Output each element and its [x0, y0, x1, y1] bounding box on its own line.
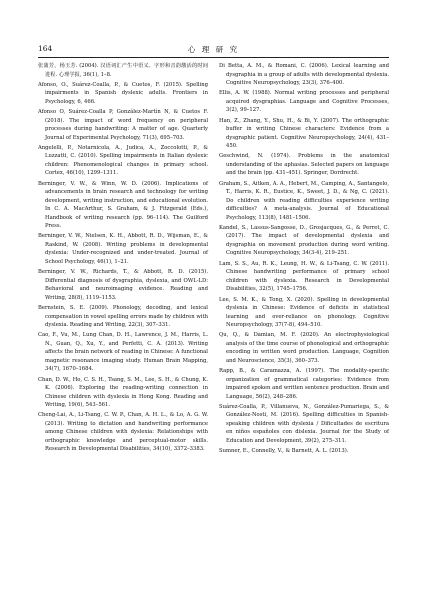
reference-entry: Berninger, V. W., Nielsen, K. H., Abbott, R. D., Wijsman, E., & Raskind, W. (2008). Writing problems in developmental dyslexia: Under-recognized and under-treated. Journal of School Psychology, 46(1), 1–21.: [38, 233, 208, 265]
reference-entry: Lam, S. S., Au, R. K., Leung, H. W., & Li-Tsang, C. W. (2011). Chinese handwriting performance of primary school children with dyslexia. Research in Developmental Disabilities, 32(5), 1745–1756.: [219, 260, 389, 293]
page-number: 164: [38, 44, 53, 53]
journal-title: 心 理 研 究: [187, 45, 240, 54]
reference-entry: Ellis, A. W. (1988). Normal writing processes and peripheral acquired dysgraphias. Language and Cognitive Processes, 3(2), 99–127.: [219, 90, 389, 114]
reference-entry: Bernstein, S. E. (2009). Phonology, decoding, and lexical compensation in vowel spelling errors made by children with dyslexia. Reading and Writing, 22(3), 307–331.: [38, 305, 208, 329]
reference-entry: Di Betta, A. M., & Romani, C. (2006). Lexical learning and dysgraphia in a group of adults with developmental dyslexia. Cognitive Neuropsychology, 23(3), 376–400.: [219, 63, 389, 86]
reference-entry: Chan, D. W., Ho, C. S. H., Tsang, S. M., Lee, S. H., & Chung, K. K. (2006). Exploring the reading-writing connection in Chinese children with dyslexia in Hong Kong. Reading and Writing, 19(6), 543–561.: [38, 376, 208, 409]
reference-entry: Lee, S. M. K., & Tong, X. (2020). Spelling in developmental dyslexia in Chinese: Evidence of deficits in statistical learning and over-reliance on phonology. Cognitive Neuropsychology, 37(7-8), 494–510.: [219, 296, 389, 329]
reference-entry: Suárez-Coalla, P., Villanueva, N., González-Pumariega, S., & González-Nosti, M. (2016). Spelling difficulties in Spanish-speaking children with dyslexia / Dificultades de escritura en niños españoles con dislexia. Journal for the Study of Education and Development, 39(2), 275–311.: [219, 403, 389, 444]
reference-entry: Berninger, V. W., & Winn, W. D. (2006). Implications of advancements in brain research and technology for writing development, writing instruction, and educational evolution. In C. A. MacArthur, S. Graham, & J. Fitzgerald (Eds.), Handbook of writing research (pp. 96–114). The Guilford Press.: [38, 180, 208, 230]
running-header: [38, 44, 389, 56]
reference-column-right: [219, 62, 389, 458]
reference-entry: Afonso, O., Suárez-Coalla, P., & Cuetos, F. (2015). Spelling impairments in Spanish dyslexic adults. Frontiers in Psychology, 6, 466.: [38, 81, 208, 105]
reference-entry: Kandel, S., Lassus-Sangosse, D., Grosjacques, G., & Perret, C. (2017). The impact of developmental dyslexia and dysgraphia on movement production during word writing. Cognitive Neuropsychology, 34(3-4), 219–251.: [219, 224, 389, 257]
reference-entry: Qu, Q., & Damian, M. F. (2020). An electrophysiological analysis of the time course of phonological and orthographic encoding in written word production. Language, Cognition and Neuroscience, 35(3), 360–373.: [219, 332, 389, 364]
reference-entry: Cheng-Lai, A., Li-Tsang, C. W. P., Chan, A. H. L., & Lo, A. G. W. (2013). Writing to dictation and handwriting performance among Chinese children with dyslexia: Relationships with orthographic knowledge and perceptual-motor skills. Research in Developmental Disabilities, 34(10), 3372–3383.: [38, 412, 208, 453]
reference-column-left: [38, 62, 208, 456]
reference-entry: Sumner, E., Connelly, V., & Barnett, A. L. (2013).: [219, 448, 349, 455]
reference-entry: Angelelli, P., Notarnicola, A., Judica, A., Zoccolotti, P., & Luzzatti, C. (2010). Spelling impairments in Italian dyslexic children: Phenomenological changes in primary school. Cortex, 46(10), 1299–1311.: [38, 144, 208, 177]
reference-entry: Han, Z., Zhang, Y., Shu, H., & Bi, Y. (2007). The orthographic buffer in writing Chinese characters: Evidence from a dysgraphic patient. Cognitive Neuropsychology, 24(4), 431–450.: [219, 117, 389, 150]
reference-entry: Geschwind, N. (1974). Problems in the anatomical understanding of the aphasias. Selected papers on language and the brain (pp. 431–451). Springer, Dordrecht.: [219, 153, 389, 177]
reference-entry: 张蒲芳，杨玉芳. (2004). 汉语词汇产生中语义、字形和音韵激活的时间进程. 心理学报, 36(1), 1–8.: [38, 63, 208, 78]
reference-entry: Graham, S., Aitken, A. A., Hebert, M., Camping, A., Santangelo, T., Harris, K. R., Eustice, K., Sweet, J. D., & Ng, C. (2021). Do children with reading difficulties experience writing difficulties? A meta-analysis. Journal of Educational Psychology, 113(8), 1481–1506.: [219, 180, 389, 221]
reference-entry: Rapp, B., & Caramazza, A. (1997). The modality-specific organization of grammatical categories: Evidence from impaired spoken and written sentence production. Brain and Language, 56(2), 248–286.: [219, 368, 389, 400]
reference-entry: Afonso O, Suárez-Coalla P, González-Martín N, & Cuetos F. (2018). The impact of word frequency on peripheral processes during handwriting: A matter of age. Quarterly Journal of Experimental Psychology, 71(3), 695–703.: [38, 109, 208, 141]
header-rule: [38, 57, 389, 58]
reference-entry: Berninger, V. W., Richards, T., & Abbott, R. D. (2015). Differential diagnosis of dysgraphia, dyslexia, and OWL-LD: Behavioral and neuroimaging evidence. Reading and Writing, 28(8), 1119–1153.: [38, 269, 208, 301]
reference-entry: Cao, F., Vu, M., Lung Chan, D. H., Lawrence, J. M., Harris, L. N., Guan, Q., Xu, Y., and Perfetti, C. A. (2013). Writing affects the brain network of reading in Chinese: A functional magnetic resonance imaging study. Human Brain Mapping, 34(7), 1670–1684.: [38, 332, 208, 373]
